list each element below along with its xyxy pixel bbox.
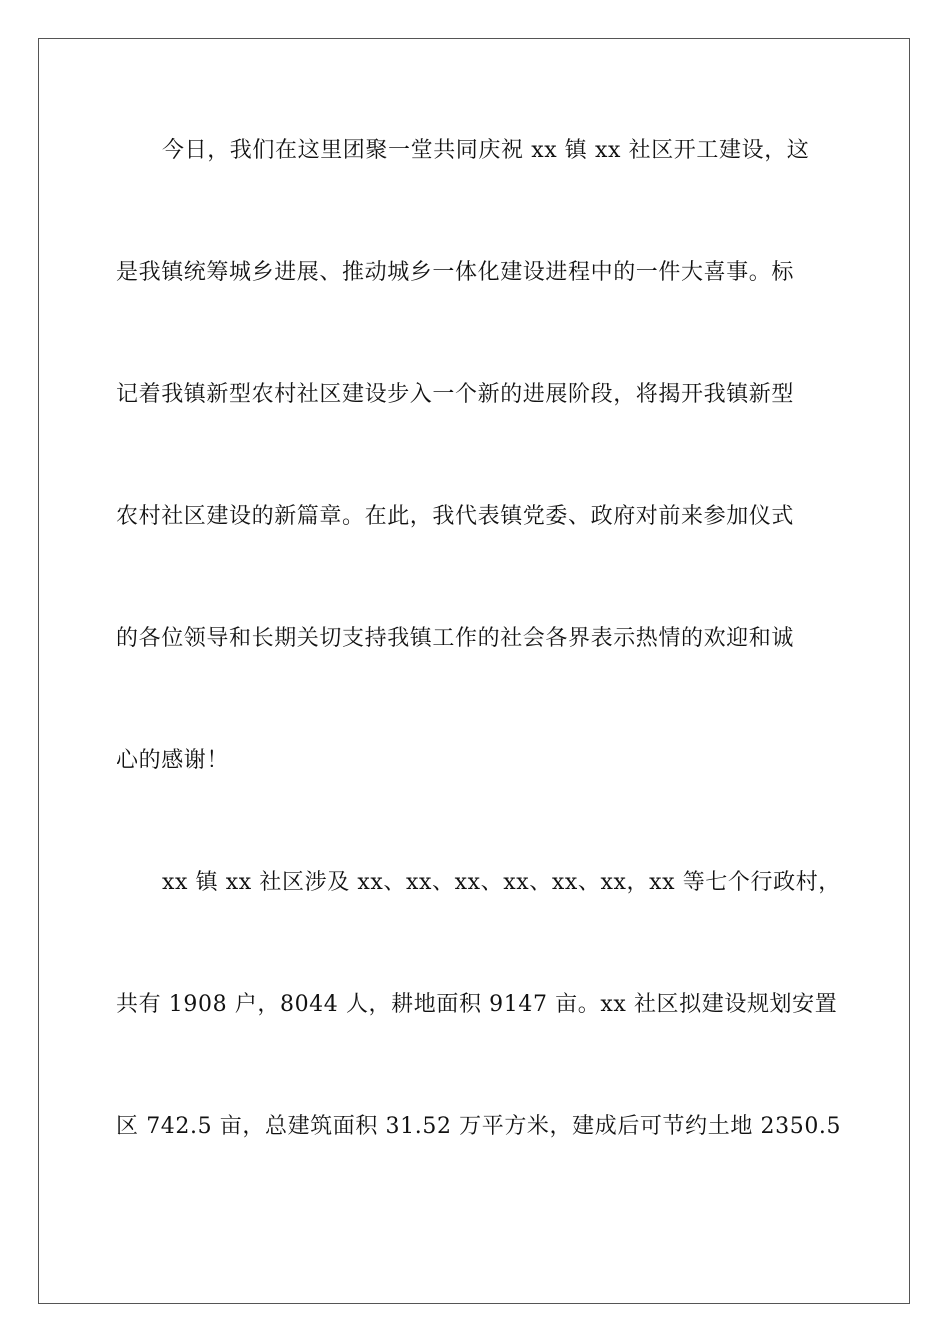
paragraph-1-line-5: 的各位领导和长期关切支持我镇工作的社会各界表示热情的欢迎和诚: [116, 626, 795, 651]
paragraph-1-line-2: 是我镇统筹城乡进展、推动城乡一体化建设进程中的一件大喜事。标: [116, 260, 795, 285]
paragraph-2-line-3: 区 742.5 亩，总建筑面积 31.52 万平方米，建成后可节约土地 2350.5: [116, 1114, 842, 1139]
paragraph-1-line-3: 记着我镇新型农村社区建设步入一个新的进展阶段，将揭开我镇新型: [116, 382, 795, 407]
paragraph-1-line-6: 心的感谢！: [116, 748, 230, 773]
paragraph-2-line-1: xx 镇 xx 社区涉及 xx、xx、xx、xx、xx、xx，xx 等七个行政村，: [162, 870, 841, 895]
paragraph-1-line-4: 农村社区建设的新篇章。在此，我代表镇党委、政府对前来参加仪式: [116, 504, 795, 529]
paragraph-1-line-1: 今日，我们在这里团聚一堂共同庆祝 xx 镇 xx 社区开工建设，这: [162, 138, 810, 163]
paragraph-2-line-2: 共有 1908 户，8044 人，耕地面积 9147 亩。xx 社区拟建设规划安置: [116, 992, 838, 1017]
